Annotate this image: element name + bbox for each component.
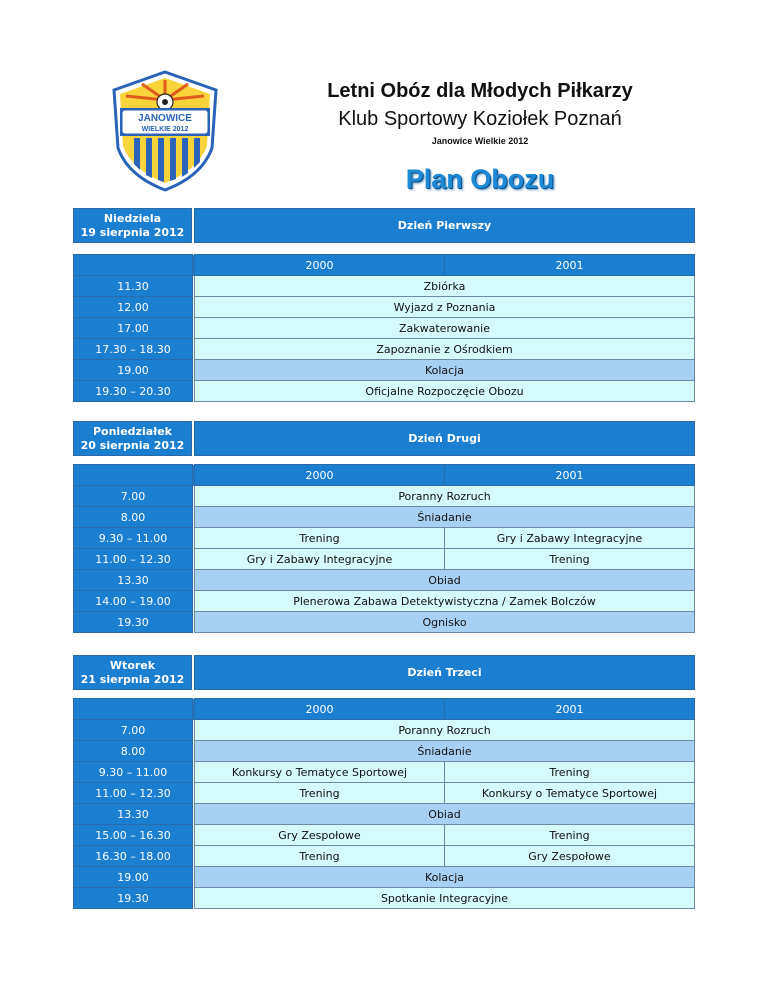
table-row	[74, 591, 695, 612]
activity-cell-2000: Trening	[195, 528, 445, 549]
time-cell: 12.00	[74, 297, 193, 318]
table-row	[74, 570, 695, 591]
table-row	[74, 612, 695, 633]
time-cell: 15.00 – 16.30	[74, 825, 193, 846]
day-date: Wtorek 21 sierpnia 2012	[73, 655, 192, 690]
day-date: Niedziela 19 sierpnia 2012	[73, 208, 192, 243]
activity-cell: Plenerowa Zabawa Detektywistyczna / Zamek Bolczów	[195, 591, 695, 612]
time-cell: 19.30 – 20.30	[74, 381, 193, 402]
time-cell: 9.30 – 11.00	[74, 528, 193, 549]
activity-cell: Kolacja	[195, 360, 695, 381]
empty-cell	[74, 255, 193, 276]
club-logo	[112, 70, 218, 192]
day-title: Dzień Trzeci	[194, 655, 695, 690]
time-cell: 11.00 – 12.30	[74, 783, 193, 804]
time-cell: 19.00	[74, 360, 193, 381]
logo-text-top: JANOWICE	[138, 113, 192, 124]
year-2001: 2001	[445, 255, 695, 276]
activity-cell: Obiad	[195, 570, 695, 591]
day-title: Dzień Pierwszy	[194, 208, 695, 243]
time-cell: 17.00	[74, 318, 193, 339]
activity-cell: Śniadanie	[195, 507, 695, 528]
activity-cell-2000: Gry i Zabawy Integracyjne	[195, 549, 445, 570]
activity-cell: Wyjazd z Poznania	[195, 297, 695, 318]
time-cell: 7.00	[74, 720, 193, 741]
table-row	[74, 318, 695, 339]
activity-cell: Śniadanie	[195, 741, 695, 762]
table-row	[74, 720, 695, 741]
activity-cell: Zbiórka	[195, 276, 695, 297]
schedule-table-day-3	[73, 698, 695, 909]
activity-cell-2001: Konkursy o Tematyce Sportowej	[445, 783, 695, 804]
camp-title: Letni Obóz dla Młodych Piłkarzy	[327, 80, 633, 102]
time-cell: 13.30	[74, 570, 193, 591]
activity-cell-2001: Trening	[445, 549, 695, 570]
year-2000: 2000	[195, 465, 445, 486]
activity-cell: Spotkanie Integracyjne	[195, 888, 695, 909]
logo-text-bottom: WIELKIE 2012	[141, 126, 189, 133]
activity-cell: Poranny Rozruch	[195, 486, 695, 507]
year-row	[74, 465, 695, 486]
table-row	[74, 360, 695, 381]
time-cell: 8.00	[74, 507, 193, 528]
activity-cell: Ognisko	[195, 612, 695, 633]
year-2001: 2001	[445, 465, 695, 486]
schedule-table-day-2	[73, 464, 695, 633]
table-row	[74, 297, 695, 318]
activity-cell-2000: Trening	[195, 846, 445, 867]
table-row	[74, 825, 695, 846]
day-header-3	[73, 655, 695, 690]
time-cell: 19.30	[74, 888, 193, 909]
activity-cell: Oficjalne Rozpoczęcie Obozu	[195, 381, 695, 402]
day-header-1	[73, 208, 695, 243]
time-cell: 7.00	[74, 486, 193, 507]
year-row	[74, 699, 695, 720]
activity-cell: Zakwaterowanie	[195, 318, 695, 339]
year-2000: 2000	[195, 699, 445, 720]
activity-cell: Obiad	[195, 804, 695, 825]
table-row	[74, 276, 695, 297]
table-row	[74, 783, 695, 804]
table-row	[74, 381, 695, 402]
table-row	[74, 888, 695, 909]
activity-cell-2000: Gry Zespołowe	[195, 825, 445, 846]
time-cell: 9.30 – 11.00	[74, 762, 193, 783]
activity-cell: Poranny Rozruch	[195, 720, 695, 741]
empty-cell	[74, 465, 193, 486]
schedule-table-day-1	[73, 254, 695, 402]
table-row	[74, 528, 695, 549]
activity-cell-2001: Gry Zespołowe	[445, 846, 695, 867]
time-cell: 11.30	[74, 276, 193, 297]
time-cell: 8.00	[74, 741, 193, 762]
activity-cell: Zapoznanie z Ośrodkiem	[195, 339, 695, 360]
activity-cell: Kolacja	[195, 867, 695, 888]
club-name: Klub Sportowy Koziołek Poznań	[338, 108, 622, 130]
plan-title: Plan Obozu	[405, 164, 555, 194]
table-row	[74, 867, 695, 888]
time-cell: 19.00	[74, 867, 193, 888]
camp-place: Janowice Wielkie 2012	[431, 136, 529, 146]
table-row	[74, 549, 695, 570]
activity-cell-2001: Trening	[445, 762, 695, 783]
time-cell: 14.00 – 19.00	[74, 591, 193, 612]
year-2000: 2000	[195, 255, 445, 276]
year-row	[74, 255, 695, 276]
table-row	[74, 339, 695, 360]
table-row	[74, 804, 695, 825]
time-cell: 11.00 – 12.30	[74, 549, 193, 570]
empty-cell	[74, 699, 193, 720]
activity-cell-2001: Trening	[445, 825, 695, 846]
table-row	[74, 741, 695, 762]
day-title: Dzień Drugi	[194, 421, 695, 456]
table-row	[74, 846, 695, 867]
table-row	[74, 486, 695, 507]
year-2001: 2001	[445, 699, 695, 720]
time-cell: 19.30	[74, 612, 193, 633]
activity-cell-2000: Trening	[195, 783, 445, 804]
activity-cell-2001: Gry i Zabawy Integracyjne	[445, 528, 695, 549]
table-row	[74, 507, 695, 528]
activity-cell-2000: Konkursy o Tematyce Sportowej	[195, 762, 445, 783]
day-date: Poniedziałek 20 sierpnia 2012	[73, 421, 192, 456]
time-cell: 16.30 – 18.00	[74, 846, 193, 867]
time-cell: 13.30	[74, 804, 193, 825]
table-row	[74, 762, 695, 783]
time-cell: 17.30 – 18.30	[74, 339, 193, 360]
day-header-2	[73, 421, 695, 456]
